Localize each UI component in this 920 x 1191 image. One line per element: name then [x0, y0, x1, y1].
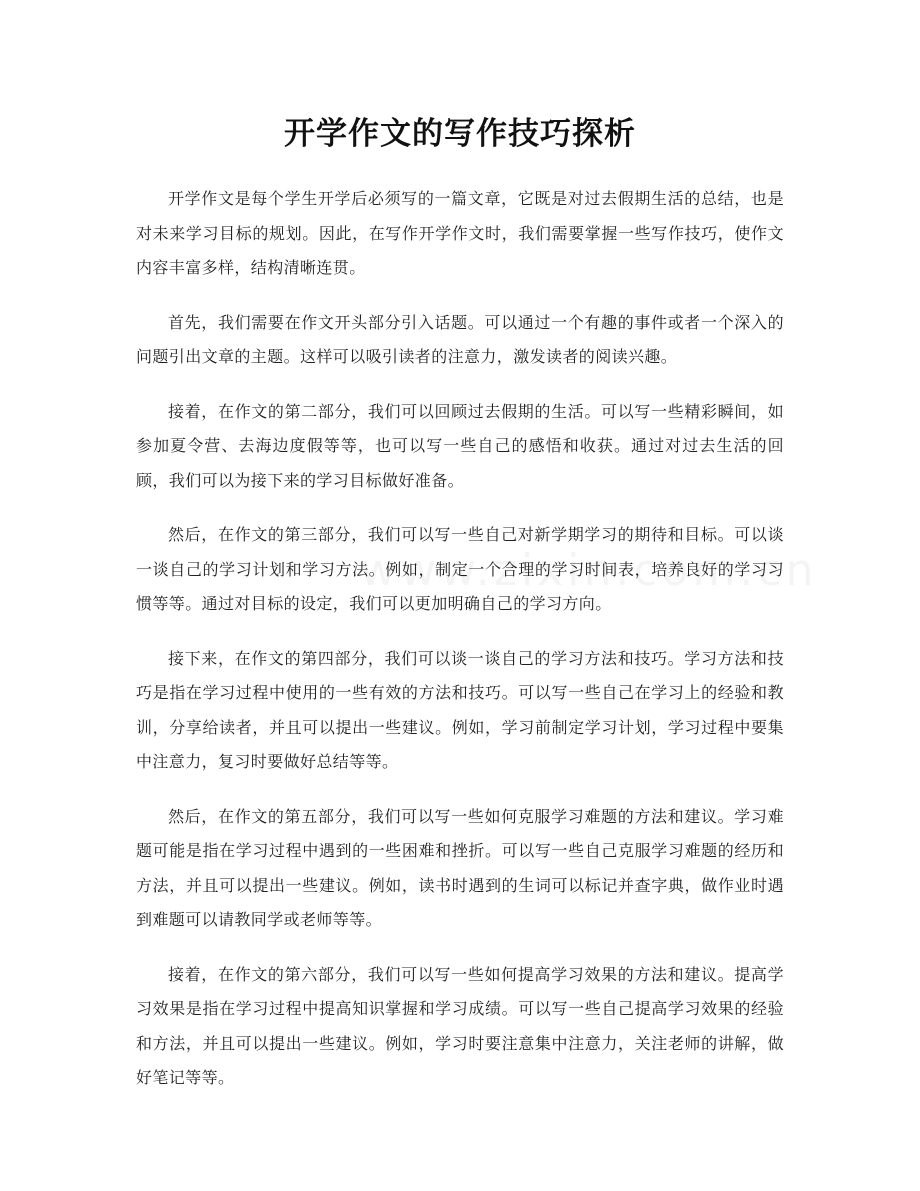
paragraph-7: 接着，在作文的第六部分，我们可以写一些如何提高学习效果的方法和建议。提高学习效果是指在学习过程中提高知识掌握和学习成绩。可以写一些自己提高学习效果的经验和方法，并且可以提出一些建议。例如，学习时要注意集中注意力，关注老师的讲解，做好笔记等等。 — [136, 964, 784, 1087]
paragraph-1: 开学作文是每个学生开学后必须写的一篇文章，它既是对过去假期生活的总结，也是对未来学习目标的规划。因此，在写作开学作文时，我们需要掌握一些写作技巧，使作文内容丰富多样，结构清晰连贯。 — [136, 189, 784, 277]
paragraph-2: 首先，我们需要在作文开头部分引入话题。可以通过一个有趣的事件或者一个深入的问题引出文章的主题。这样可以吸引读者的注意力，激发读者的阅读兴趣。 — [136, 312, 784, 366]
paragraph-6: 然后，在作文的第五部分，我们可以写一些如何克服学习难题的方法和建议。学习难题可能是指在学习过程中遇到的一些困难和挫折。可以写一些自己克服学习难题的经历和方法，并且可以提出一些建议。例如，读书时遇到的生词可以标记并查字典，做作业时遇到难题可以请教同学或老师等等。 — [136, 806, 784, 929]
document-body — [136, 182, 784, 1116]
paragraph-5: 接下来，在作文的第四部分，我们可以谈一谈自己的学习方法和技巧。学习方法和技巧是指在学习过程中使用的一些有效的方法和技巧。可以写一些自己在学习上的经验和教训，分享给读者，并且可以提出一些建议。例如，学习前制定学习计划，学习过程中要集中注意力，复习时要做好总结等等。 — [136, 648, 784, 771]
document-title: 开学作文的写作技巧探析 — [284, 116, 636, 152]
paragraph-3: 接着，在作文的第二部分，我们可以回顾过去假期的生活。可以写一些精彩瞬间，如参加夏令营、去海边度假等等，也可以写一些自己的感悟和收获。通过对过去生活的回顾，我们可以为接下来的学习目标做好准备。 — [136, 401, 784, 490]
paragraph-4: 然后，在作文的第三部分，我们可以写一些自己对新学期学习的期待和目标。可以谈一谈自己的学习计划和学习方法。例如，制定一个合理的学习时间表，培养良好的学习习惯等等。通过对目标的设定，我们可以更加明确自己的学习方向。 — [136, 525, 784, 613]
